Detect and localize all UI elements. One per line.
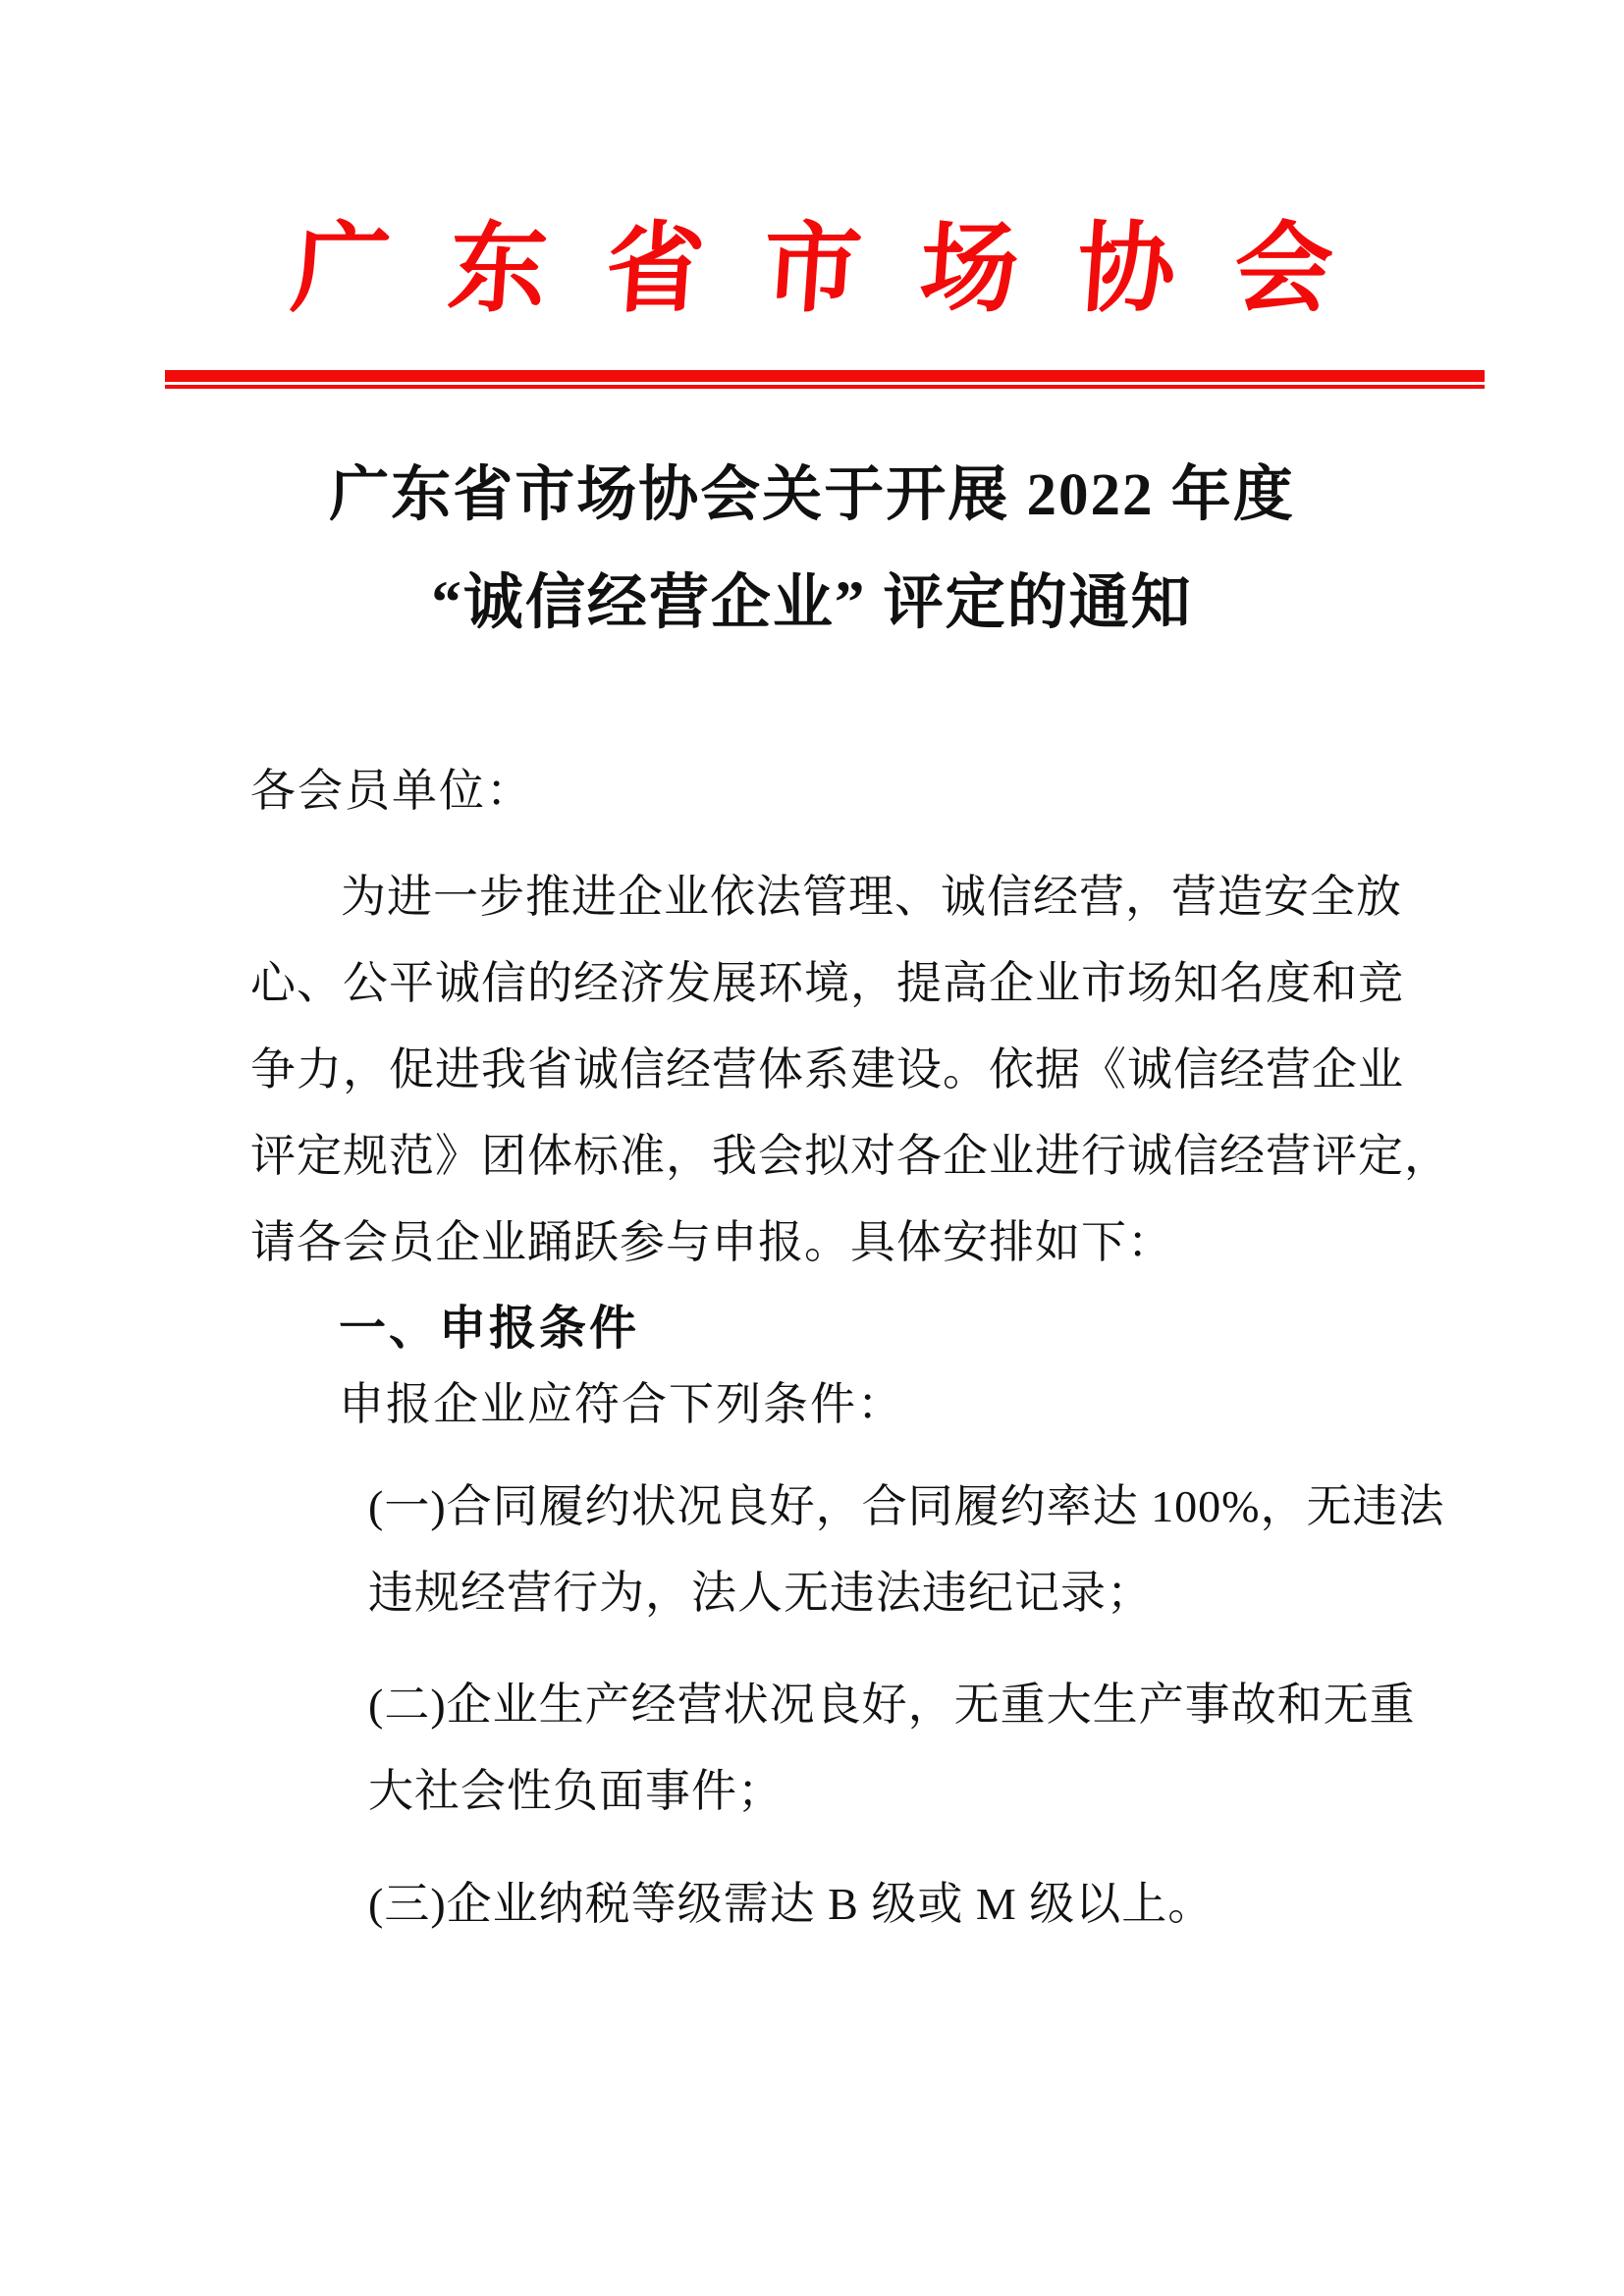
- letterhead-org-name: 广东省市场协会: [288, 215, 1395, 324]
- document-title-line-2: “诚信经营企业” 评定的通知: [431, 570, 1193, 636]
- condition-line: 大社会性负面事件；: [368, 1766, 784, 1816]
- intro-line: 评定规范》团体标准，我会拟对各企业进行诚信经营评定，: [250, 1131, 1450, 1181]
- condition-item-3: [368, 1861, 1409, 1948]
- condition-line: (二)企业生产经营状况良好，无重大生产事故和无重: [368, 1680, 1416, 1730]
- document-title-line-1: 广东省市场协会关于开展 2022 年度: [329, 462, 1295, 528]
- salutation: 各会员单位：: [250, 766, 533, 816]
- conditions-intro: 申报企业应符合下列条件：: [339, 1379, 904, 1429]
- condition-item-1: [368, 1464, 1445, 1636]
- letterhead-rule-thin: [165, 385, 1485, 389]
- condition-item-2: [368, 1662, 1416, 1835]
- intro-line: 心、公平诚信的经济发展环境，提高企业市场知名度和竞: [250, 958, 1404, 1008]
- condition-line: 违规经营行为，法人无违法违纪记录；: [368, 1568, 1153, 1618]
- section-1-heading: 一、申报条件: [339, 1303, 640, 1355]
- intro-paragraph: [250, 854, 1450, 1286]
- condition-line: (三)企业纳税等级需达 B 级或 M 级以上。: [368, 1879, 1215, 1929]
- document-title: [0, 442, 1624, 658]
- letterhead-rule-thick: [165, 370, 1485, 382]
- intro-line: 请各会员企业踊跃参与申报。具体安排如下：: [250, 1217, 1173, 1267]
- intro-line: 为进一步推进企业依法管理、诚信经营，营造安全放: [341, 872, 1402, 922]
- condition-line: (一)合同履约状况良好，合同履约率达 100%，无违法: [368, 1481, 1445, 1531]
- intro-line: 争力，促进我省诚信经营体系建设。依据《诚信经营企业: [250, 1044, 1404, 1095]
